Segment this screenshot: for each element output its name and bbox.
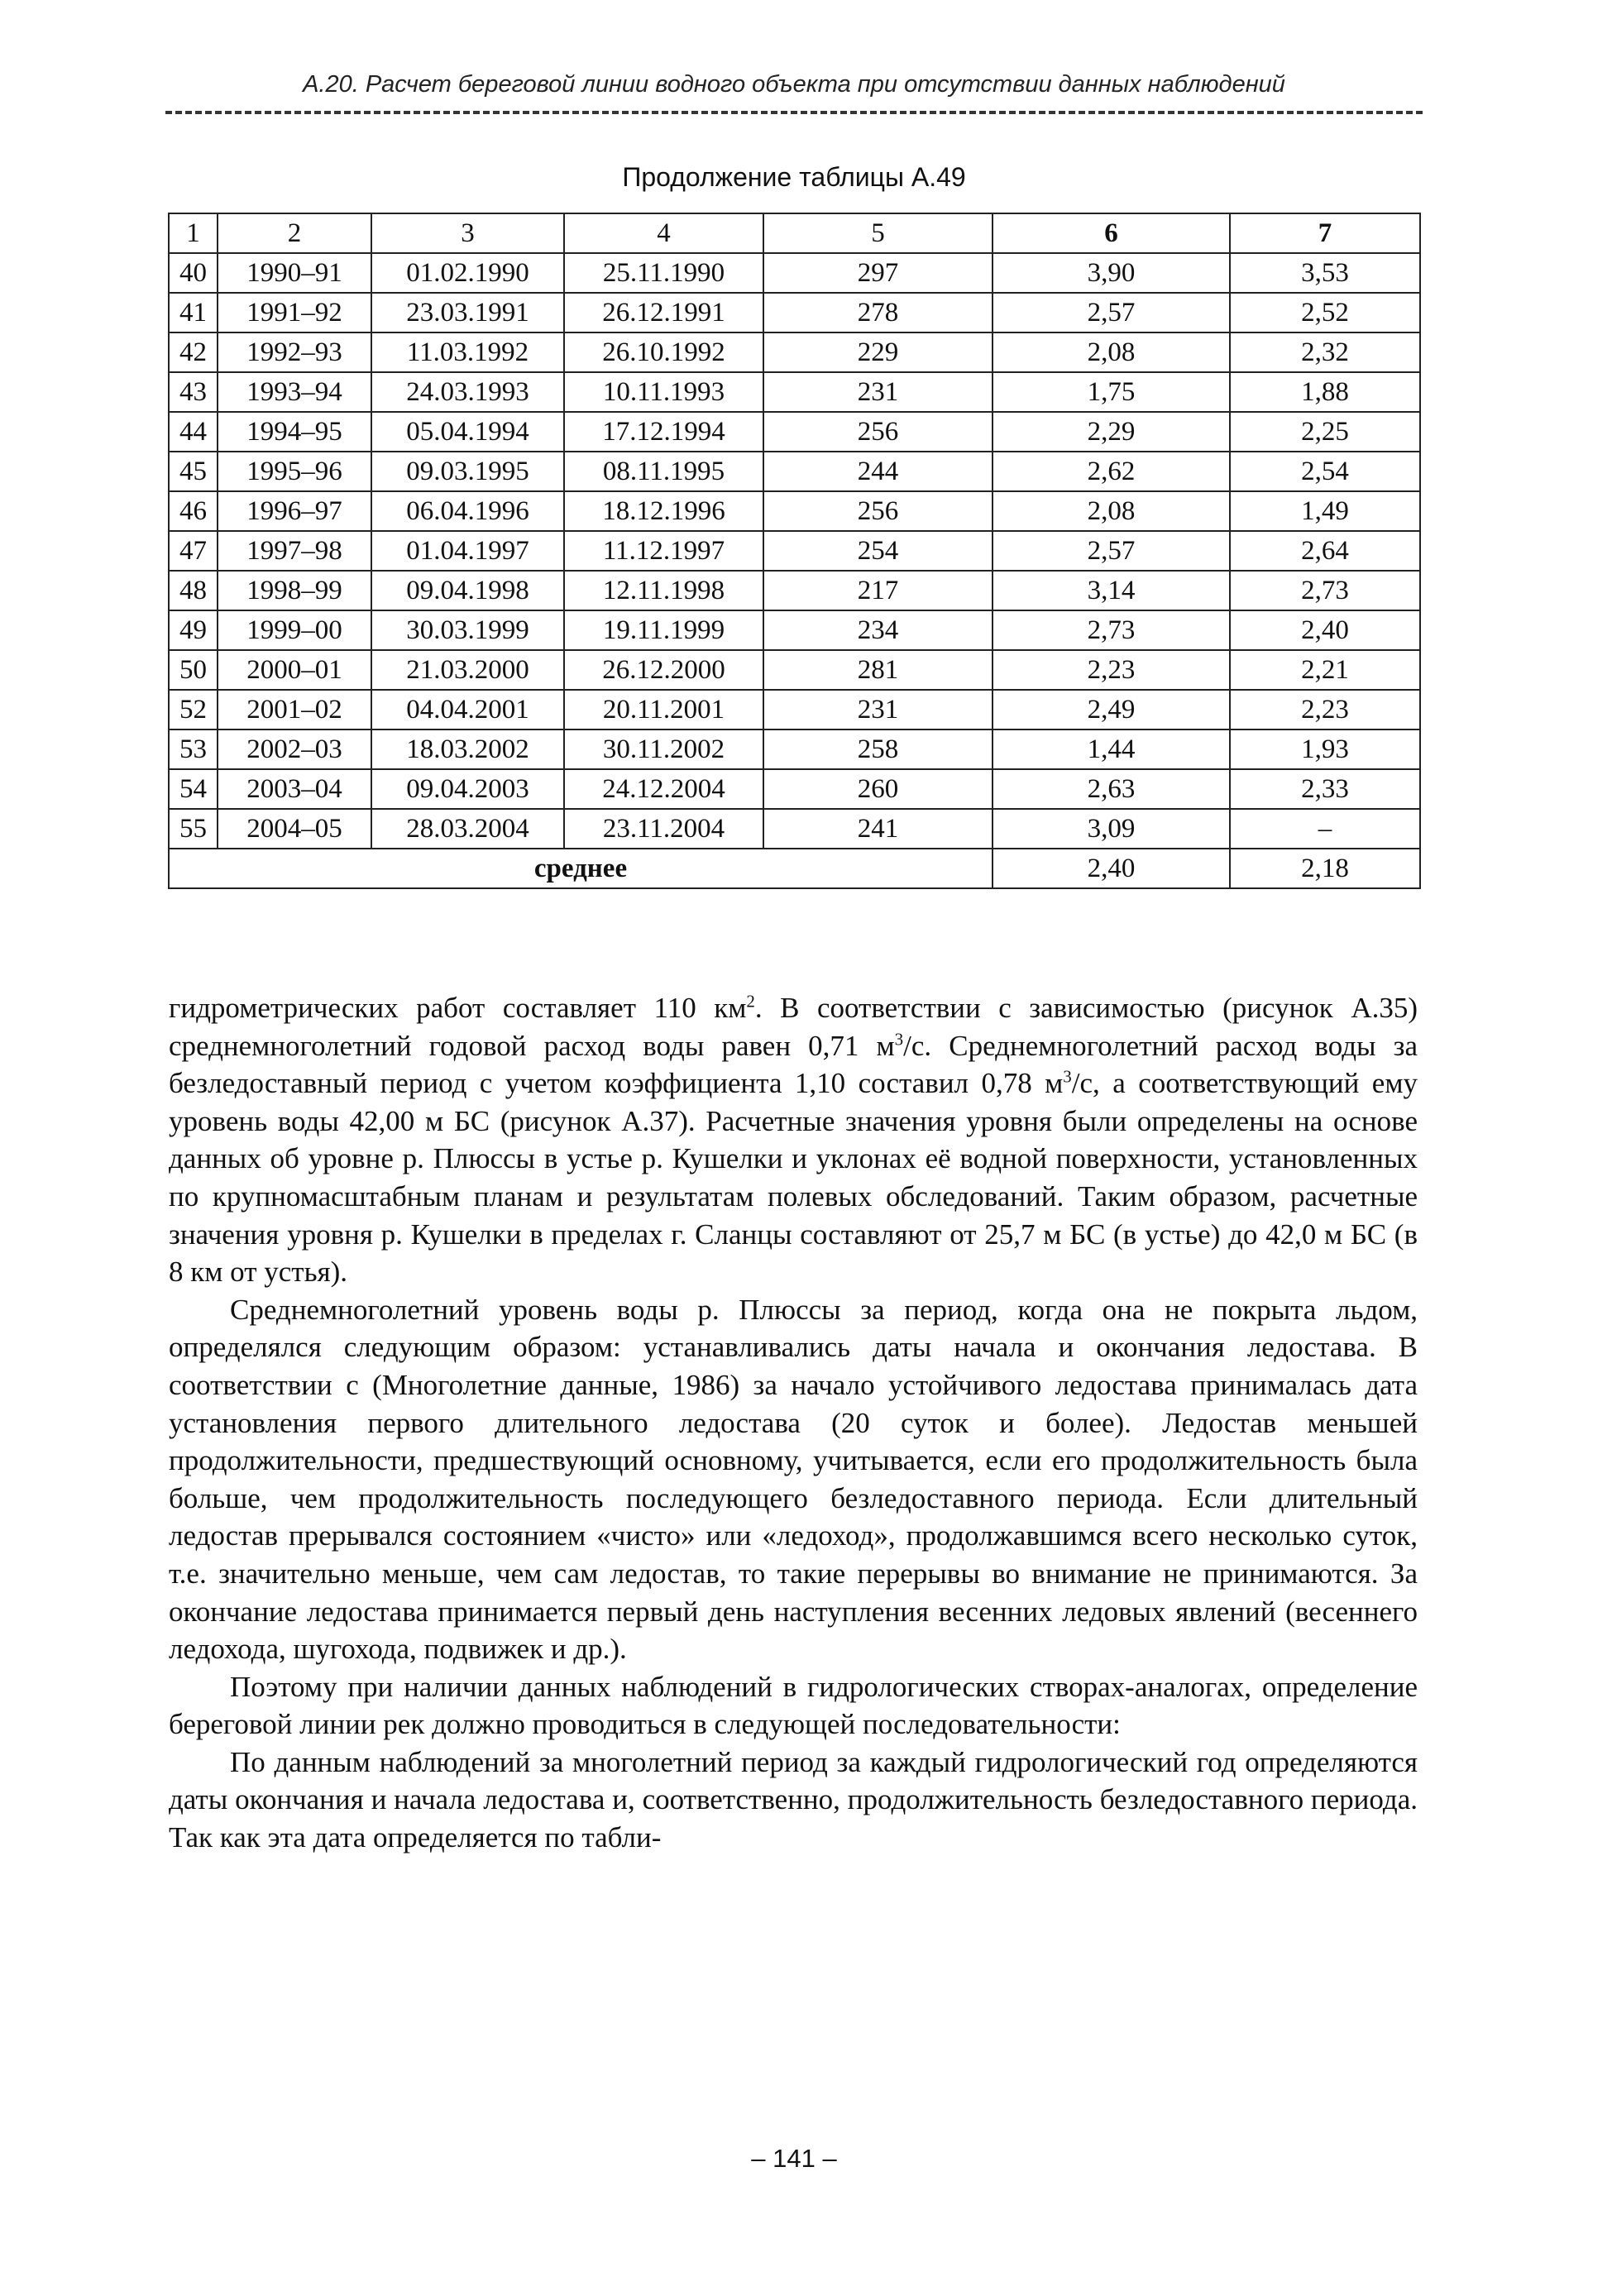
table-cell: 18.12.1996 [564, 491, 763, 531]
table-cell: 2,08 [993, 491, 1230, 531]
data-table [168, 213, 1421, 889]
table-cell: 229 [763, 332, 993, 372]
paragraph-text: /с. Среднемноголетний расход воды за безледоставный период с учетом коэффициента 1,10 составил 0,78 м [169, 1029, 1418, 1100]
body-text [169, 989, 1418, 1857]
table-cell: 3,14 [993, 571, 1230, 610]
table-row [169, 253, 1420, 293]
paragraph-text: гидрометрических работ составляет 110 км [169, 992, 747, 1024]
table-cell: 24.03.1993 [371, 372, 564, 412]
table-cell: 05.04.1994 [371, 412, 564, 452]
table-cell: 256 [763, 412, 993, 452]
table-cell: 21.03.2000 [371, 650, 564, 690]
table-cell: 256 [763, 491, 993, 531]
header-cell: 6 [993, 213, 1230, 253]
table-cell: 28.03.2004 [371, 809, 564, 849]
table-cell: 3,53 [1230, 253, 1420, 293]
table-cell: 2,32 [1230, 332, 1420, 372]
paragraph-2: Среднемноголетний уровень воды р. Плюссы за период, когда она не покрыта льдом, определялся следующим образом: устанавливались даты начала и окончания ледостава. В соответствии с (Многолетние данные, 1986) за начало устойчивого ледостава принималась дата установления первого длительного ледостава (20 суток и более). Ледостав меньшей продолжительности, предшествующий основному, учитывается, если его продолжительность была больше, чем продолжительность последующего безледоставного периода. Если длительный ледостав прерывался состоянием «чисто» или «ледоход», продолжавшимся всего несколько суток, т.е. значительно меньше, чем сам ледостав, то такие перерывы во внимание не принимаются. За окончание ледостава принимается первый день наступления весенних ледовых явлений (весеннего ледохода, шугохода, подвижек и др.). [169, 1293, 1418, 1666]
table-cell: 254 [763, 531, 993, 571]
table-cell: 42 [169, 332, 218, 372]
table-cell: 10.11.1993 [564, 372, 763, 412]
table-cell: 1990–91 [218, 253, 371, 293]
superscript: 3 [1063, 1066, 1072, 1087]
table-cell: 54 [169, 769, 218, 809]
table-cell: 281 [763, 650, 993, 690]
table-cell: 2,25 [1230, 412, 1420, 452]
table-cell: 258 [763, 729, 993, 769]
average-label: среднее [169, 849, 993, 888]
table-cell: 1,49 [1230, 491, 1420, 531]
table-cell: 25.11.1990 [564, 253, 763, 293]
paragraph-1 [169, 989, 1418, 1291]
table-cell: 26.10.1992 [564, 332, 763, 372]
table-cell: 04.04.2001 [371, 690, 564, 729]
header-cell: 2 [218, 213, 371, 253]
table-cell: 30.03.1999 [371, 610, 564, 650]
table-cell: 1998–99 [218, 571, 371, 610]
table-body [169, 253, 1420, 849]
table-cell: 18.03.2002 [371, 729, 564, 769]
page-number: – 141 – [751, 2144, 837, 2173]
table-cell: 297 [763, 253, 993, 293]
table-cell: 2003–04 [218, 769, 371, 809]
table-cell: 3,09 [993, 809, 1230, 849]
table-row [169, 610, 1420, 650]
table-cell: 2,49 [993, 690, 1230, 729]
table-cell: 1,75 [993, 372, 1230, 412]
table-cell: 55 [169, 809, 218, 849]
table-cell: 46 [169, 491, 218, 531]
table-cell: 1,44 [993, 729, 1230, 769]
table-cell: 52 [169, 690, 218, 729]
table-cell: 47 [169, 531, 218, 571]
table-row [169, 491, 1420, 531]
paragraph-3: Поэтому при наличии данных наблюдений в гидрологических створах-аналогах, определение береговой линии рек должно проводиться в следующей последовательности: [169, 1670, 1418, 1741]
table-cell: 09.04.1998 [371, 571, 564, 610]
table-cell: 44 [169, 412, 218, 452]
header-dashed-rule [165, 111, 1423, 114]
table-cell: 09.04.2003 [371, 769, 564, 809]
paragraph-text: /с, а соответствующий ему уровень воды 42,00 м БС (рисунок А.37). Расчетные значения уровня были определены на основе данных об уровне р. Плюссы в устье р. Кушелки и уклонах её водной поверхности, установленных по крупномасштабным планам и результатам полевых обследований. Таким образом, расчетные значения уровня р. Кушелки в пределах г. Сланцы составляют от 25,7 м БС (в устье) до 42,0 м БС (в 8 км от устья). [169, 1067, 1418, 1289]
table-cell: 1,88 [1230, 372, 1420, 412]
table-cell: 2,40 [1230, 610, 1420, 650]
table-cell: 11.12.1997 [564, 531, 763, 571]
table-cell: 2,62 [993, 452, 1230, 491]
table-cell: 23.03.1991 [371, 293, 564, 332]
table-cell: 2004–05 [218, 809, 371, 849]
table-cell: 24.12.2004 [564, 769, 763, 809]
header-cell: 5 [763, 213, 993, 253]
table-cell: 06.04.1996 [371, 491, 564, 531]
table-cell: 2,73 [993, 610, 1230, 650]
table-cell: 1991–92 [218, 293, 371, 332]
header-cell: 1 [169, 213, 218, 253]
table-row [169, 650, 1420, 690]
table-cell: 12.11.1998 [564, 571, 763, 610]
table-cell: 1995–96 [218, 452, 371, 491]
table-footer-row [169, 849, 1420, 888]
table-cell: 217 [763, 571, 993, 610]
table-cell: 244 [763, 452, 993, 491]
table-cell: 20.11.2001 [564, 690, 763, 729]
table-cell: 41 [169, 293, 218, 332]
table-row [169, 293, 1420, 332]
average-col7: 2,18 [1230, 849, 1420, 888]
header-cell: 4 [564, 213, 763, 253]
table-cell: 2,64 [1230, 531, 1420, 571]
table-cell: 26.12.2000 [564, 650, 763, 690]
table-row [169, 809, 1420, 849]
table-cell: 2,54 [1230, 452, 1420, 491]
running-header: А.20. Расчет береговой линии водного объекта при отсутствии данных наблюдений [303, 71, 1285, 98]
table-cell: 234 [763, 610, 993, 650]
table-row [169, 372, 1420, 412]
table-cell: 2,73 [1230, 571, 1420, 610]
paragraph-text: . В соответствии с зависимостью (рисунок А.35) среднемноголетний годовой расход воды равен 0,71 м [169, 992, 1418, 1062]
table-cell: – [1230, 809, 1420, 849]
table-cell: 49 [169, 610, 218, 650]
table-row [169, 412, 1420, 452]
table-cell: 1993–94 [218, 372, 371, 412]
table-cell: 2,52 [1230, 293, 1420, 332]
header-cell: 3 [371, 213, 564, 253]
header-cell: 7 [1230, 213, 1420, 253]
table-cell: 2,33 [1230, 769, 1420, 809]
table-caption: Продолжение таблицы А.49 [622, 162, 966, 192]
table-cell: 1994–95 [218, 412, 371, 452]
table-cell: 2000–01 [218, 650, 371, 690]
table-cell: 08.11.1995 [564, 452, 763, 491]
table-row [169, 729, 1420, 769]
table-cell: 50 [169, 650, 218, 690]
superscript: 3 [894, 1028, 904, 1049]
table-cell: 45 [169, 452, 218, 491]
table-cell: 231 [763, 690, 993, 729]
table-cell: 23.11.2004 [564, 809, 763, 849]
table-cell: 2,21 [1230, 650, 1420, 690]
table-cell: 2,63 [993, 769, 1230, 809]
table-row [169, 452, 1420, 491]
table-cell: 2,08 [993, 332, 1230, 372]
superscript: 2 [746, 991, 755, 1012]
table-row [169, 571, 1420, 610]
table-cell: 26.12.1991 [564, 293, 763, 332]
table-row [169, 690, 1420, 729]
table-cell: 17.12.1994 [564, 412, 763, 452]
table-cell: 2,29 [993, 412, 1230, 452]
table-row [169, 769, 1420, 809]
table-row [169, 531, 1420, 571]
table-header-row [169, 213, 1420, 253]
table-cell: 2,23 [993, 650, 1230, 690]
table-cell: 2,57 [993, 531, 1230, 571]
table-cell: 231 [763, 372, 993, 412]
table-cell: 1992–93 [218, 332, 371, 372]
table-cell: 43 [169, 372, 218, 412]
table-cell: 2001–02 [218, 690, 371, 729]
table-cell: 19.11.1999 [564, 610, 763, 650]
table-cell: 241 [763, 809, 993, 849]
table-cell: 48 [169, 571, 218, 610]
table-cell: 40 [169, 253, 218, 293]
table-cell: 01.04.1997 [371, 531, 564, 571]
table-cell: 11.03.1992 [371, 332, 564, 372]
paragraph-4: По данным наблюдений за многолетний период за каждый гидрологический год определяются даты окончания и начала ледостава и, соответственно, продолжительность безледоставного периода. Так как эта дата определяется по табли- [169, 1745, 1418, 1854]
table-cell: 1,93 [1230, 729, 1420, 769]
table-cell: 2,57 [993, 293, 1230, 332]
table-cell: 1999–00 [218, 610, 371, 650]
table-row [169, 332, 1420, 372]
table-cell: 278 [763, 293, 993, 332]
table-cell: 53 [169, 729, 218, 769]
table-cell: 3,90 [993, 253, 1230, 293]
average-col6: 2,40 [993, 849, 1230, 888]
table-cell: 30.11.2002 [564, 729, 763, 769]
table-cell: 01.02.1990 [371, 253, 564, 293]
table-cell: 2,23 [1230, 690, 1420, 729]
table-cell: 2002–03 [218, 729, 371, 769]
table-cell: 260 [763, 769, 993, 809]
table-cell: 09.03.1995 [371, 452, 564, 491]
table-cell: 1997–98 [218, 531, 371, 571]
table-cell: 1996–97 [218, 491, 371, 531]
